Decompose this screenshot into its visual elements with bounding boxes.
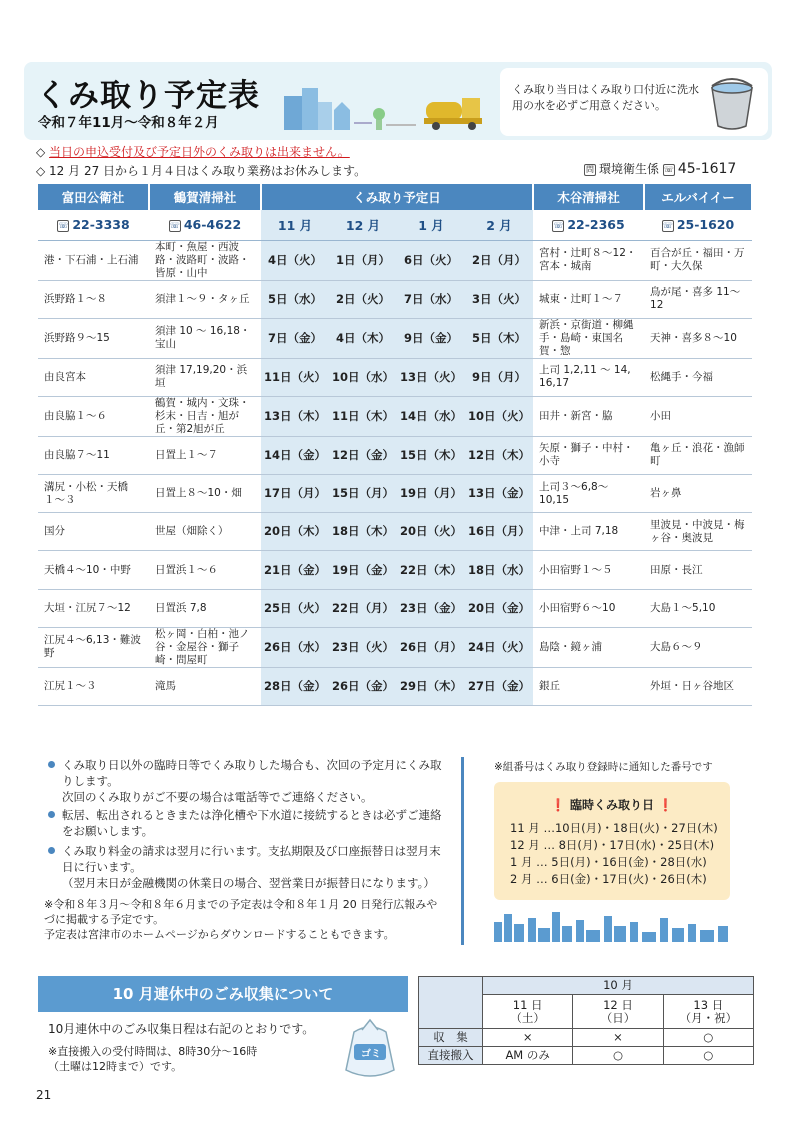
date-dec: 26日（金） <box>329 667 397 705</box>
garbage-day: 12 日 （日） <box>573 995 663 1029</box>
date-jan: 15日（木） <box>397 436 465 474</box>
month-jan: 1 月 <box>397 210 465 240</box>
temporary-pickup-row: 11 月 …10日(月)・18日(火)・27日(木) <box>510 821 718 835</box>
month-nov: 11 月 <box>261 210 329 240</box>
group-number-note: ※組番号はくみ取り登録時に通知した番号です <box>494 761 713 773</box>
area-tomita: 江尻１〜３ <box>38 667 149 705</box>
phone-icon: ☏ <box>553 221 564 231</box>
schedule-row <box>38 318 752 358</box>
area-kitani: 宮村・辻町８〜12・宮本・城南 <box>533 240 644 280</box>
schedule-row <box>38 589 752 627</box>
phone-tomita: ☏ 22-3338 <box>38 210 149 240</box>
area-tomita: 港・下石浦・上石浦 <box>38 240 149 280</box>
area-lbii: 天神・喜多８〜10 <box>644 318 752 358</box>
area-tsuruga: 日置上８〜10・畑 <box>149 475 261 513</box>
corner-cell <box>419 977 483 1029</box>
phone-icon: ☏ <box>663 165 674 174</box>
area-tomita: 溝尻・小松・天橋１〜３ <box>38 475 149 513</box>
garbage-section-note: ※直接搬入の受付時間は、8時30分〜16時 （土曜は12時まで）です。 <box>48 1045 258 1073</box>
date-nov: 7日（金） <box>261 318 329 358</box>
date-feb: 18日（水） <box>465 551 533 589</box>
area-kitani: 上司 1,2,11 〜 14, 16,17 <box>533 358 644 396</box>
garbage-section-title: 10 月連休中のごみ収集について <box>38 976 408 1012</box>
area-tsuruga: 日置浜 7,8 <box>149 589 261 627</box>
phone-icon: ☏ <box>169 221 180 231</box>
area-tsuruga: 日置浜１〜６ <box>149 551 261 589</box>
date-feb: 27日（金） <box>465 667 533 705</box>
schedule-row <box>38 551 752 589</box>
date-dec: 23日（火） <box>329 627 397 667</box>
area-lbii: 田原・長江 <box>644 551 752 589</box>
temporary-pickup-row: 1 月 … 5日(月)・16日(金)・28日(水) <box>510 855 707 869</box>
date-nov: 5日（水） <box>261 280 329 318</box>
area-kitani: 小田宿野６〜10 <box>533 589 644 627</box>
date-jan: 9日（金） <box>397 318 465 358</box>
area-tomita: 由良宮本 <box>38 358 149 396</box>
town-truck-illustration <box>282 80 490 130</box>
schedule-row <box>38 667 752 705</box>
header-schedule: くみ取り予定日 <box>261 184 533 210</box>
area-tomita: 由良脇１〜６ <box>38 396 149 436</box>
collection-cell: ○ <box>663 1029 753 1047</box>
date-jan: 22日（木） <box>397 551 465 589</box>
date-dec: 19日（金） <box>329 551 397 589</box>
dept-phone: 45-1617 <box>677 161 737 177</box>
date-feb: 10日（火） <box>465 396 533 436</box>
area-tsuruga: 世屋（畑除く） <box>149 513 261 551</box>
date-feb: 20日（金） <box>465 589 533 627</box>
month-feb: 2 月 <box>465 210 533 240</box>
area-lbii: 大島１〜5,10 <box>644 589 752 627</box>
area-kitani: 銀丘 <box>533 667 644 705</box>
phone-tsuruga: ☏ 46-4622 <box>149 210 261 240</box>
notice-no-sameday-text: 当日の申込受付及び予定日外のくみ取りは出来ません。 <box>49 145 350 159</box>
area-kitani: 田井・新宮・脇 <box>533 396 644 436</box>
area-tsuruga: 本町・魚屋・西波路・波路町・波路・皆原・山中 <box>149 240 261 280</box>
area-tsuruga: 須津 17,19,20・浜垣 <box>149 358 261 396</box>
area-lbii: 亀ヶ丘・浪花・漁師町 <box>644 436 752 474</box>
garbage-month: 10 月 <box>483 977 754 995</box>
area-lbii: 岩ヶ鼻 <box>644 475 752 513</box>
contact-department <box>584 160 736 177</box>
date-jan: 23日（金） <box>397 589 465 627</box>
phone-icon: ☏ <box>58 221 69 231</box>
area-lbii: 松縄手・今福 <box>644 358 752 396</box>
date-dec: 12日（金） <box>329 436 397 474</box>
header-tsuruga: 鶴賀清掃社 <box>149 184 261 210</box>
area-lbii: 里波見・中波見・梅ヶ谷・奥波見 <box>644 513 752 551</box>
bucket-icon <box>706 74 758 130</box>
date-feb: 13日（金） <box>465 475 533 513</box>
date-jan: 29日（木） <box>397 667 465 705</box>
date-dec: 2日（火） <box>329 280 397 318</box>
area-lbii: 外垣・日ヶ谷地区 <box>644 667 752 705</box>
schedule-row <box>38 627 752 667</box>
page-number: 21 <box>36 1088 52 1102</box>
area-kitani: 小田宿野１〜５ <box>533 551 644 589</box>
notice-holiday: ◇ 12 月 27 日から１月４日はくみ取り業務はお休みします。 <box>36 164 367 178</box>
garbage-schedule-table <box>418 976 754 1065</box>
area-kitani: 矢原・獅子・中村・小寺 <box>533 436 644 474</box>
schedule-row <box>38 436 752 474</box>
date-dec: 4日（木） <box>329 318 397 358</box>
schedule-row <box>38 240 752 280</box>
garbage-section-text: 10月連休中のごみ収集日程は右記のとおりです。 <box>48 1022 315 1036</box>
info-panel <box>40 757 464 945</box>
collection-cell: × <box>483 1029 573 1047</box>
date-dec: 11日（木） <box>329 396 397 436</box>
header-lbii: エルバイイー <box>644 184 752 210</box>
area-tomita: 由良脇７〜11 <box>38 436 149 474</box>
notice-no-sameday <box>36 143 350 160</box>
area-kitani: 新浜・京街道・柳縄手・島崎・東国名賀・惣 <box>533 318 644 358</box>
date-feb: 12日（木） <box>465 436 533 474</box>
temporary-pickup-row: 2 月 … 6日(金)・17日(火)・26日(木) <box>510 872 707 886</box>
phone-lbii: ☏ 25-1620 <box>644 210 752 240</box>
area-tsuruga: 日置上１〜７ <box>149 436 261 474</box>
city-skyline-illustration <box>494 908 730 942</box>
date-jan: 6日（火） <box>397 240 465 280</box>
date-nov: 14日（金） <box>261 436 329 474</box>
date-nov: 11日（火） <box>261 358 329 396</box>
date-jan: 7日（水） <box>397 280 465 318</box>
date-feb: 2日（月） <box>465 240 533 280</box>
date-jan: 26日（月） <box>397 627 465 667</box>
area-lbii: 鳥が尾・喜多 11〜12 <box>644 280 752 318</box>
date-feb: 9日（月） <box>465 358 533 396</box>
direct-cell: ○ <box>663 1047 753 1065</box>
temporary-pickup-row: 12 月 … 8日(月)・17日(水)・25日(木) <box>510 838 715 852</box>
date-nov: 26日（水） <box>261 627 329 667</box>
temporary-pickup-box <box>494 782 730 900</box>
schedule-row <box>38 280 752 318</box>
schedule-note: ※令和８年３月〜令和８年６月までの予定表は令和８年１月 20 日発行広報みやづに掲載する予定です。 予定表は宮津市のホームページからダウンロードすることもできます。 <box>44 898 438 941</box>
area-kitani: 城東・辻町１〜７ <box>533 280 644 318</box>
area-kitani: 上司３〜6,8〜10,15 <box>533 475 644 513</box>
area-tsuruga: 須津１〜９・タヶ丘 <box>149 280 261 318</box>
date-nov: 20日（木） <box>261 513 329 551</box>
area-tomita: 浜野路９〜15 <box>38 318 149 358</box>
date-nov: 28日（金） <box>261 667 329 705</box>
date-nov: 21日（金） <box>261 551 329 589</box>
date-nov: 17日（月） <box>261 475 329 513</box>
garbage-bag-label: ゴミ <box>361 1049 381 1060</box>
phone-kitani: ☏ 22-2365 <box>533 210 644 240</box>
area-tsuruga: 須津 10 〜 16,18・宝山 <box>149 318 261 358</box>
date-jan: 13日（火） <box>397 358 465 396</box>
area-tomita: 天橋４〜10・中野 <box>38 551 149 589</box>
direct-cell: AM のみ <box>483 1047 573 1065</box>
date-jan: 20日（火） <box>397 513 465 551</box>
collection-cell: × <box>573 1029 663 1047</box>
direct-cell: ○ <box>573 1047 663 1065</box>
area-kitani: 島陰・鏡ヶ浦 <box>533 627 644 667</box>
info-bullet-1: くみ取り日以外の臨時日等でくみ取りした場合も、次回の予定月にくみ取りします。 次回のくみ取りがご不要の場合は電話等でご連絡ください。 <box>48 757 452 805</box>
schedule-row <box>38 358 752 396</box>
temporary-pickup-title: ❗ 臨時くみ取り日 ❗ <box>550 798 674 812</box>
row-label-direct: 直接搬入 <box>419 1047 483 1065</box>
date-nov: 4日（火） <box>261 240 329 280</box>
dept-name: 環境衛生係 <box>599 162 660 176</box>
page-subtitle: 令和７年11月〜令和８年２月 <box>38 115 219 131</box>
date-nov: 13日（木） <box>261 396 329 436</box>
notice-text: くみ取り当日はくみ取り口付近に洗水用の水を必ずご用意ください。 <box>512 83 699 112</box>
area-tomita: 大垣・江尻７〜12 <box>38 589 149 627</box>
date-feb: 24日（火） <box>465 627 533 667</box>
garbage-bag-icon <box>332 1018 408 1080</box>
schedule-row <box>38 513 752 551</box>
date-dec: 10日（水） <box>329 358 397 396</box>
date-dec: 18日（木） <box>329 513 397 551</box>
phone-icon: ☏ <box>662 221 673 231</box>
date-dec: 15日（月） <box>329 475 397 513</box>
info-bullet-2: 転居、転出されるときまたは浄化槽や下水道に接続するときは必ずご連絡をお願いします。 <box>48 807 452 839</box>
month-dec: 12 月 <box>329 210 397 240</box>
schedule-row <box>38 396 752 436</box>
garbage-day: 11 日 （土） <box>483 995 573 1029</box>
info-bullet-3: くみ取り料金の請求は翌月に行います。支払期限及び口座振替日は翌月末日に行います。 （翌月末日が金融機関の休業日の場合、翌営業日が振替日になります。） <box>48 843 452 891</box>
area-lbii: 小田 <box>644 396 752 436</box>
schedule-table <box>38 184 753 706</box>
garbage-day: 13 日 （月・祝） <box>663 995 753 1029</box>
date-feb: 5日（木） <box>465 318 533 358</box>
row-label-collection: 収 集 <box>419 1029 483 1047</box>
alert-icon: ❗ <box>658 798 674 812</box>
area-lbii: 大島６〜９ <box>644 627 752 667</box>
area-tomita: 国分 <box>38 513 149 551</box>
date-dec: 22日（月） <box>329 589 397 627</box>
date-jan: 19日（月） <box>397 475 465 513</box>
area-tomita: 浜野路１〜８ <box>38 280 149 318</box>
area-tsuruga: 松ヶ岡・白柏・池ノ谷・金屋谷・獅子崎・問屋町 <box>149 627 261 667</box>
header-kitani: 木谷清掃社 <box>533 184 644 210</box>
header-tomita: 富田公衛社 <box>38 184 149 210</box>
page-title: くみ取り予定表 <box>36 78 260 114</box>
area-lbii: 百合が丘・福田・万町・大久保 <box>644 240 752 280</box>
inquiry-icon: 問 <box>586 165 594 174</box>
diamond-bullet: ◇ <box>36 145 50 159</box>
date-feb: 16日（月） <box>465 513 533 551</box>
area-tsuruga: 滝馬 <box>149 667 261 705</box>
alert-icon: ❗ <box>550 798 566 812</box>
area-kitani: 中津・上司 7,18 <box>533 513 644 551</box>
date-feb: 3日（火） <box>465 280 533 318</box>
schedule-row <box>38 475 752 513</box>
date-nov: 25日（火） <box>261 589 329 627</box>
date-jan: 14日（水） <box>397 396 465 436</box>
date-dec: 1日（月） <box>329 240 397 280</box>
area-tomita: 江尻４〜6,13・難波野 <box>38 627 149 667</box>
area-tsuruga: 鶴賀・城内・文珠・杉末・日吉・旭が丘・第2旭が丘 <box>149 396 261 436</box>
